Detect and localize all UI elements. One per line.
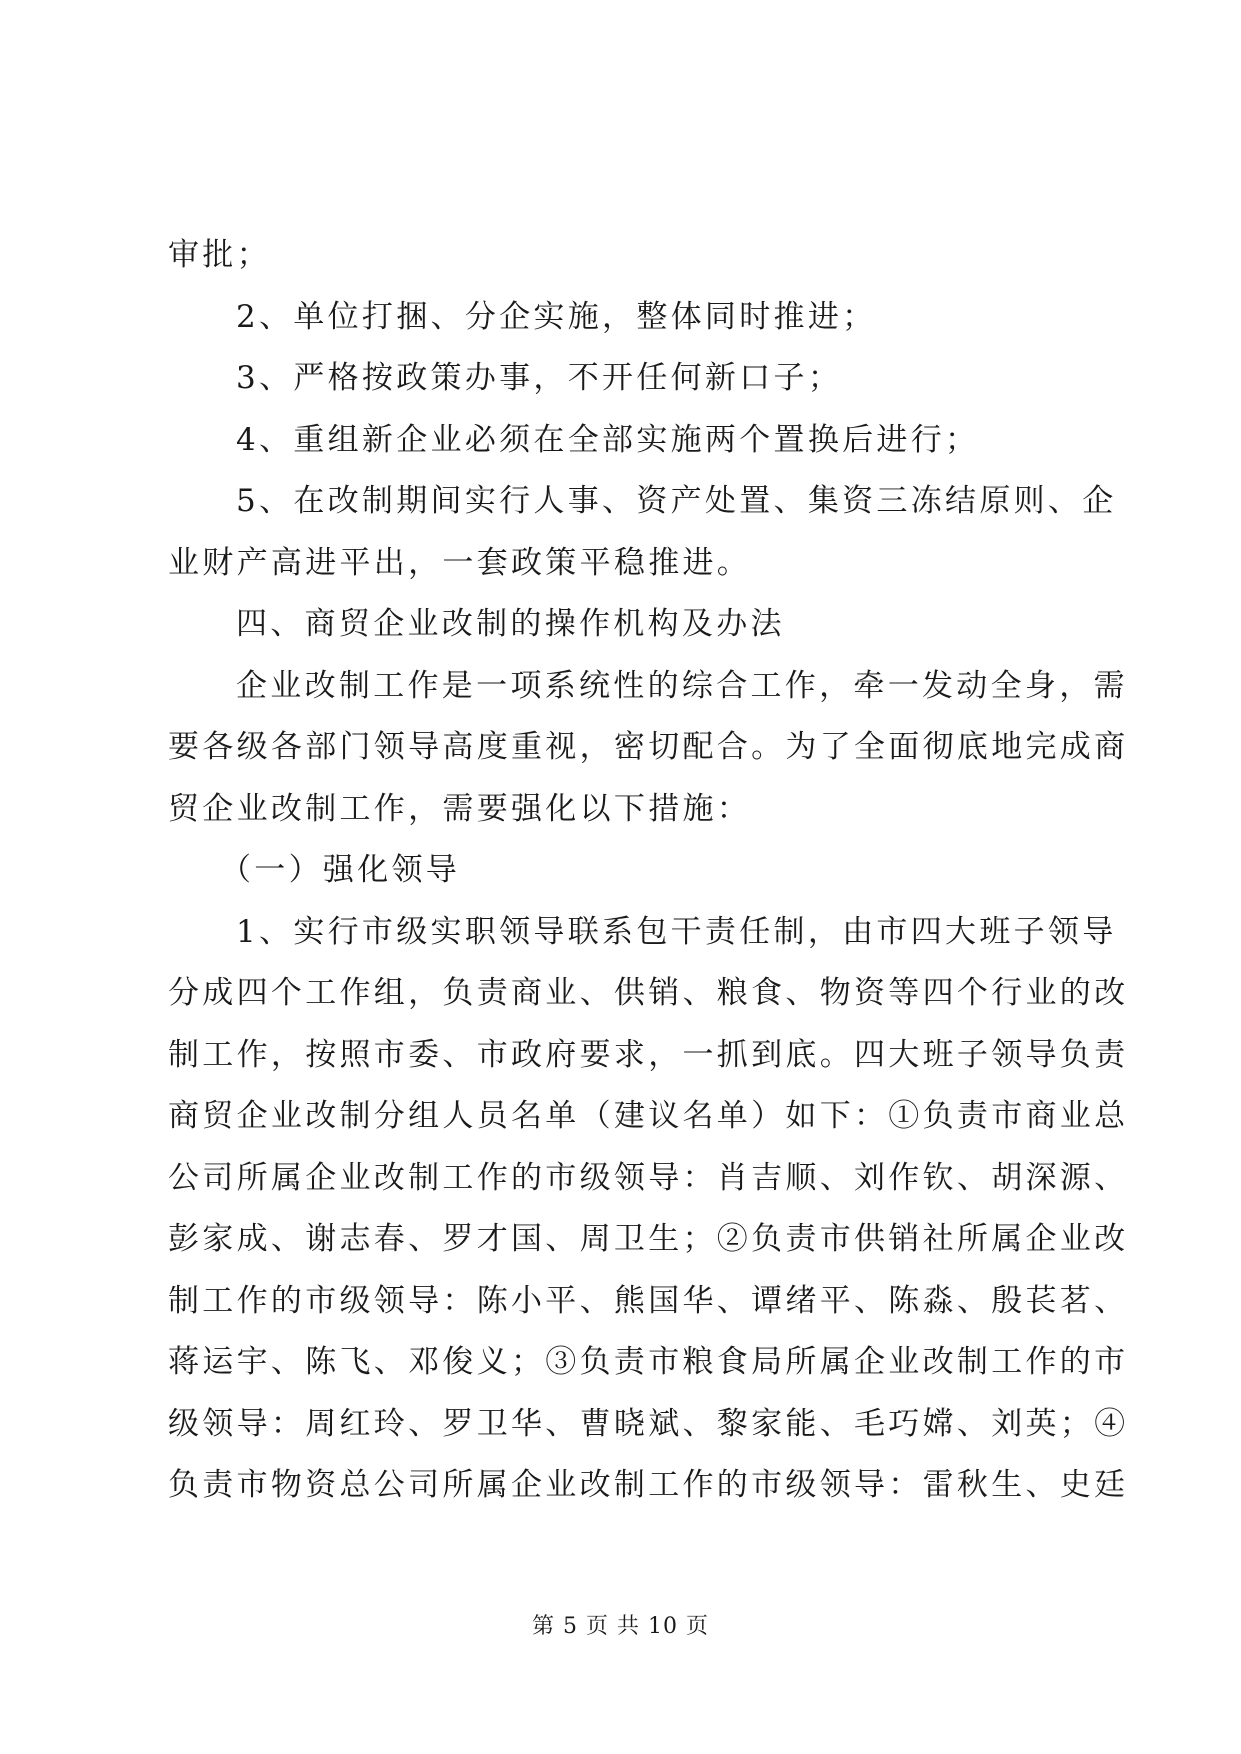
text-line: 5、在改制期间实行人事、资产处置、集资三冻结原则、企 bbox=[236, 483, 1117, 519]
page-number-footer: 第 5 页 共 10 页 bbox=[532, 1614, 709, 1639]
text-line: 3、严格按政策办事，不开任何新口子； bbox=[236, 360, 843, 396]
text-line: 商贸企业改制分组人员名单（建议名单）如下：①负责市商业总 bbox=[168, 1098, 1129, 1134]
text-line: 制工作的市级领导：陈小平、熊国华、谭绪平、陈淼、殷苌茗、 bbox=[168, 1282, 1129, 1319]
text-line: 要各级各部门领导高度重视，密切配合。为了全面彻底地完成商 bbox=[168, 729, 1129, 765]
text-line: 1、实行市级实职领导联系包干责任制，由市四大班子领导 bbox=[236, 913, 1117, 950]
text-line: 4、重组新企业必须在全部实施两个置换后进行； bbox=[236, 421, 980, 458]
document-body bbox=[168, 225, 1129, 1517]
text-line: 蒋运宇、陈飞、邓俊义；③负责市粮食局所属企业改制工作的市 bbox=[168, 1344, 1129, 1380]
text-line: 公司所属企业改制工作的市级领导：肖吉顺、刘作钦、胡深源、 bbox=[168, 1159, 1129, 1196]
text-line: 企业改制工作是一项系统性的综合工作，牵一发动全身，需 bbox=[236, 667, 1128, 704]
text-line: 负责市物资总公司所属企业改制工作的市级领导：雷秋生、史廷 bbox=[168, 1467, 1129, 1503]
text-line: 2、单位打捆、分企实施，整体同时推进； bbox=[236, 298, 877, 335]
text-line: 级领导：周红玲、罗卫华、曹晓斌、黎家能、毛巧嫦、刘英；④ bbox=[168, 1405, 1129, 1442]
text-line: 制工作，按照市委、市政府要求，一抓到底。四大班子领导负责 bbox=[168, 1036, 1129, 1073]
text-line: 业财产高进平出，一套政策平稳推进。 bbox=[168, 544, 752, 581]
subsection-heading: （一）强化领导 bbox=[220, 852, 461, 888]
text-line: 贸企业改制工作，需要强化以下措施： bbox=[168, 790, 752, 827]
text-line: 分成四个工作组，负责商业、供销、粮食、物资等四个行业的改 bbox=[168, 975, 1129, 1011]
text-line: 审批； bbox=[168, 237, 271, 273]
text-line: 彭家成、谢志春、罗才国、周卫生；②负责市供销社所属企业改 bbox=[168, 1221, 1129, 1257]
section-heading: 四、商贸企业改制的操作机构及办法 bbox=[236, 606, 785, 642]
